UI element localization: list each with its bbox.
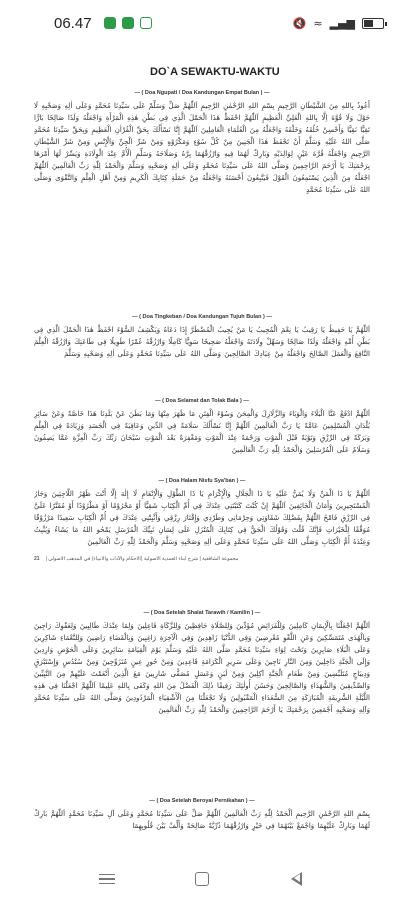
- menu-icon: [99, 874, 115, 885]
- section-heading: — ( Doa Tingkeban / Doa Kandungan Tujuh Bulan ) —: [132, 314, 272, 320]
- recent-apps-button[interactable]: [87, 864, 127, 894]
- signal-icon: ▂▄▆: [329, 16, 355, 30]
- home-icon: [195, 872, 209, 886]
- navigation-bar: [0, 858, 404, 900]
- footer-text: | مجموعة الشافعية | شرح ابناء العمدية الاصولية (الاحكام والآداب والانبياء) في المذهب الاصولي: [45, 556, 239, 562]
- whatsapp-icon: [104, 17, 116, 29]
- status-bar: [0, 0, 404, 46]
- document-page-2: [0, 590, 404, 858]
- prayer-text: أَعُوذُ بِاللهِ مِنَ الشَّيْطَانِ الرَّجِيمِ بِسْمِ اللهِ الرَّحْمٰنِ الرَّحِيمِ اَللّٰهُمَّ صَلِّ وَسَلِّمْ عَلَى سَيِّدِنَا مُحَمَّدٍ وَعَلَى اٰلِهِ وَصَحْبِهِ لَا حَوْلَ وَلَا قُوَّةَ اِلَّا بِاللهِ الْعَلِيِّ الْعَظِيمِ اَللّٰهُمَّ احْفَظْ هَذَا الْحَمْلَ الَّذِي فِي بَطْنِ هٰذِهِ الْمَرْأَةِ وَاجْعَلْهُ وَلَدًا صَالِحًا بَارًّا تَقِيًّا نَقِيًّا وَأَحْسِنْ خُلُقَهُ وَخَلْقَهُ وَاجْعَلْهُ مِنَ الْعُلَمَاءِ الْعَامِلِينَ اَللّٰهُمَّ إِنَّا نَسْأَلُكَ بِحَقِّ الْقُرْاٰنِ الْعَظِيمِ وَبِحَقِّ سَيِّدِنَا مُحَمَّدٍ صَلَّى اللهُ عَلَيْهِ وَسَلَّمَ أَنْ تَحْفَظَ هٰذَا الْجَنِينَ مِنْ كُلِّ سُوْءٍ وَمَكْرُوْهٍ وَمِنْ شَرِّ الْجِنِّ وَالْإِنْسِ وَمِنْ شَرِّ الشَّيْطَانِ الرَّجِيمِ وَاجْعَلْهُ قُرَّةَ عَيْنٍ لِوَالِدَيْهِ وَبَارِكْ لَهُمَا فِيهِ وَارْزُقْهُمَا بِرَّهُ وَصَلَاحَهُ وَسَلِّمِ الْأُمَّ عِنْدَ الْوِلَادَةِ وَيَسِّرْ لَهَا أَمْرَهَا بِرَحْمَتِكَ يَا أَرْحَمَ الرَّاحِمِينَ وَصَلَّى اللهُ عَلَى سَيِّدِنَا مُحَمَّدٍ وَعَلَى اٰلِهِ وَصَحْبِهِ وَسَلَّمَ وَالْحَمْدُ لِلّٰهِ رَبِّ الْعَالَمِينَ اَللّٰهُمَّ اجْعَلْهُ مِنَ الَّذِينَ يَسْتَمِعُونَ الْقَوْلَ فَيَتَّبِعُونَ أَحْسَنَهُ وَاجْعَلْهُ مِنْ حَمَلَةِ كِتَابِكَ الْكَرِيمِ وَمِنْ أَهْلِ الْعِلْمِ وَالتَّقْوَى وَصَلَّى اللهُ عَلَى سَيِّدِنَا مُحَمَّدٍ: [34, 102, 370, 194]
- mute-icon: 🔇: [292, 16, 307, 30]
- system-status-icons: [293, 17, 384, 30]
- section-heading: — ( Doa Setelah Shalat Tarawih / Kamilin ) —: [143, 610, 261, 616]
- section-heading: — ( Doa Setelah Beroyai Pernikahan ) —: [149, 798, 255, 804]
- prayer-text: بِسْمِ اللهِ الرَّحْمٰنِ الرَّحِيمِ اَلْحَمْدُ لِلّٰهِ رَبِّ الْعَالَمِينَ اَللّٰهُمَّ صَلِّ عَلَى سَيِّدِنَا مُحَمَّدٍ وَعَلَى آلِ سَيِّدِنَا مُحَمَّدٍ اَللّٰهُمَّ بَارِكْ لَهُمَا وَبَارِكْ عَلَيْهِمَا وَاجْمَعْ بَيْنَهُمَا فِي خَيْرٍ وَارْزُقْهُمَا ذُرِّيَّةً صَالِحَةً وَأَلِّفْ بَيْنَ قُلُوبِهِمَا: [34, 810, 370, 830]
- prayer-text: اَللّٰهُمَّ يَا حَفِيظُ يَا رَقِيبُ يَا نِعْمَ الْمُجِيبُ يَا مَنْ يُجِيبُ الْمُضْطَرَّ إِذَا دَعَاهُ وَيَكْشِفُ السُّوْءَ احْفَظْ هٰذَا الْحَمْلَ الَّذِي فِي بَطْنِ أُمِّهِ وَاجْعَلْهُ وَلَدًا صَالِحًا وَسَهِّلْ وِلَادَتَهُ وَاجْعَلْهُ صَحِيحًا سَوِيًّا كَامِلًا وَارْزُقْهُ عُمْرًا طَوِيلًا فِي طَاعَتِكَ وَارْزُقْهُ الْعِلْمَ النَّافِعَ وَالْعَمَلَ الصَّالِحَ وَاجْعَلْهُ مِنْ عِبَادِكَ الصَّالِحِينَ وَصَلَّى اللهُ عَلَى سَيِّدِنَا مُحَمَّدٍ وَعَلَى اٰلِهِ وَصَحْبِهِ وَسَلَّمَ: [34, 326, 370, 358]
- section-heading: — ( Doa Selamat dan Tolak Bala ) —: [155, 398, 249, 404]
- page-number: 21: [34, 556, 40, 562]
- battery-icon: [362, 18, 384, 29]
- wifi-icon: ≈: [313, 16, 323, 30]
- status-time: 06.47: [54, 14, 92, 32]
- page-title: DO`A SEWAKTU-WAKTU: [150, 66, 280, 78]
- prayer-text: اَللّٰهُمَّ اجْعَلْنَا بِالْإِيمَانِ كَامِلِينَ وَلِلْفَرَائِضِ مُؤَدِّينَ وَلِلصَّلَاةِ حَافِظِينَ وَلِلزَّكَاةِ فَاعِلِينَ وَلِمَا عِنْدَكَ طَالِبِينَ وَلِعَفْوِكَ رَاجِينَ وَبِالْهُدَى مُتَمَسِّكِينَ وَعَنِ اللَّغْوِ مُعْرِضِينَ وَفِي الدُّنْيَا زَاهِدِينَ وَفِي الْآخِرَةِ رَاغِبِينَ وَبِالْقَضَاءِ رَاضِينَ وَلِلنَّعْمَاءِ شَاكِرِينَ وَعَلَى الْبَلَاءِ صَابِرِينَ وَتَحْتَ لِوَاءِ سَيِّدِنَا مُحَمَّدٍ صَلَّى اللهُ عَلَيْهِ وَسَلَّمَ يَوْمَ الْقِيَامَةِ سَائِرِينَ وَعَلَى الْحَوْضِ وَارِدِينَ وَإِلَى الْجَنَّةِ دَاخِلِينَ وَمِنَ النَّارِ نَاجِينَ وَعَلَى سَرِيرِ الْكَرَامَةِ قَاعِدِينَ وَمِنْ حُورٍ عِينٍ مُتَزَوِّجِينَ وَمِنْ سُنْدُسٍ وَإِسْتَبْرَقٍ وَدِيبَاجٍ مُتَلَبِّسِينَ وَمِنْ طَعَامِ الْجَنَّةِ آكِلِينَ وَمِنْ لَبَنٍ وَعَسَلٍ مُصَفًّى شَارِبِينَ مَعَ الَّذِينَ أَنْعَمْتَ عَلَيْهِمْ مِنَ النَّبِيِّينَ وَالصِّدِّيقِينَ وَالشُّهَدَاءِ وَالصَّالِحِينَ وَحَسُنَ أُولٰئِكَ رَفِيقًا ذٰلِكَ الْفَضْلُ مِنَ اللهِ وَكَفَى بِاللهِ عَلِيمًا اَللّٰهُمَّ اجْعَلْنَا فِي هٰذِهِ اللَّيْلَةِ الشَّرِيفَةِ الْمُبَارَكَةِ مِنَ السُّعَدَاءِ الْمَقْبُولِينَ وَلَا تَجْعَلْنَا مِنَ الْأَشْقِيَاءِ الْمَرْدُودِينَ وَصَلَّى اللهُ عَلَى سَيِّدِنَا مُحَمَّدٍ وَآلِهِ وَصَحْبِهِ أَجْمَعِينَ بِرَحْمَتِكَ يَا أَرْحَمَ الرَّاحِمِينَ وَالْحَمْدُ لِلّٰهِ رَبِّ الْعَالَمِينَ: [34, 622, 370, 714]
- section-heading: — ( Doa Halam Nisfu Sya'ban ) —: [158, 478, 246, 484]
- back-button[interactable]: [277, 864, 317, 894]
- document-page-1: [0, 46, 404, 590]
- prayer-text: اَللّٰهُمَّ يَا ذَا الْمَنِّ وَلَا يُمَنُّ عَلَيْهِ يَا ذَا الْجَلَالِ وَالْإِكْرَامِ يَا ذَا الطَّوْلِ وَالْإِنْعَامِ لَا إِلٰهَ إِلَّا أَنْتَ ظَهْرُ اللَّاجِئِينَ وَجَارُ الْمُسْتَجِيرِينَ وَأَمَانُ الْخَائِفِينَ اَللّٰهُمَّ إِنْ كُنْتَ كَتَبْتَنِي عِنْدَكَ فِي أُمِّ الْكِتَابِ شَقِيًّا أَوْ مَحْرُوْمًا أَوْ مَطْرُوْدًا أَوْ مُقَتَّرًا عَلَيَّ فِي الرِّزْقِ فَامْحُ اللّٰهُمَّ بِفَضْلِكَ شَقَاوَتِي وَحِرْمَانِي وَطَرْدِي وَإِقْتَارَ رِزْقِي وَأَثْبِتْنِي عِنْدَكَ فِي أُمِّ الْكِتَابِ سَعِيدًا مَرْزُوْقًا مُوَفَّقًا لِلْخَيْرَاتِ فَإِنَّكَ قُلْتَ وَقَوْلُكَ الْحَقُّ فِي كِتَابِكَ الْمُنْزَلِ عَلَى لِسَانِ نَبِيِّكَ الْمُرْسَلِ يَمْحُو اللهُ مَا يَشَاءُ وَيُثْبِتُ وَعِنْدَهُ أُمُّ الْكِتَابِ وَصَلَّى اللهُ عَلَى سَيِّدِنَا مُحَمَّدٍ وَعَلَى اٰلِهِ وَصَحْبِهِ وَسَلَّمَ وَالْحَمْدُ لِلّٰهِ رَبِّ الْعَالَمِينَ: [34, 490, 370, 546]
- prayer-text: اَللّٰهُمَّ ادْفَعْ عَنَّا الْبَلَاءَ وَالْوَبَاءَ وَالزَّلَازِلَ وَالْمِحَنَ وَسُوْءَ الْفِتَنِ مَا ظَهَرَ مِنْهَا وَمَا بَطَنَ عَنْ بَلَدِنَا هَذَا خَاصَّةً وَعَنْ سَائِرِ بُلْدَانِ الْمُسْلِمِينَ عَامَّةً يَا رَبَّ الْعَالَمِينَ اَللّٰهُمَّ إِنَّا نَسْأَلُكَ سَلَامَةً فِي الدِّينِ وَعَافِيَةً فِي الْجَسَدِ وَزِيَادَةً فِي الْعِلْمِ وَبَرَكَةً فِي الرِّزْقِ وَتَوْبَةً قَبْلَ الْمَوْتِ وَرَحْمَةً عِنْدَ الْمَوْتِ وَمَغْفِرَةً بَعْدَ الْمَوْتِ سُبْحَانَ رَبِّكَ رَبِّ الْعِزَّةِ عَمَّا يَصِفُونَ وَسَلَامٌ عَلَى الْمُرْسَلِينَ وَالْحَمْدُ لِلّٰهِ رَبِّ الْعَالَمِينَ: [34, 410, 370, 454]
- notification-icons: [104, 17, 152, 29]
- page-footer: [34, 556, 370, 562]
- instagram-icon: [140, 17, 152, 29]
- home-button[interactable]: [182, 864, 222, 894]
- back-icon: [291, 872, 302, 886]
- chat-app-icon: [122, 17, 134, 29]
- section-heading: — ( Doa Ngupati / Doa Kandungan Empat Bulan ) —: [134, 90, 270, 96]
